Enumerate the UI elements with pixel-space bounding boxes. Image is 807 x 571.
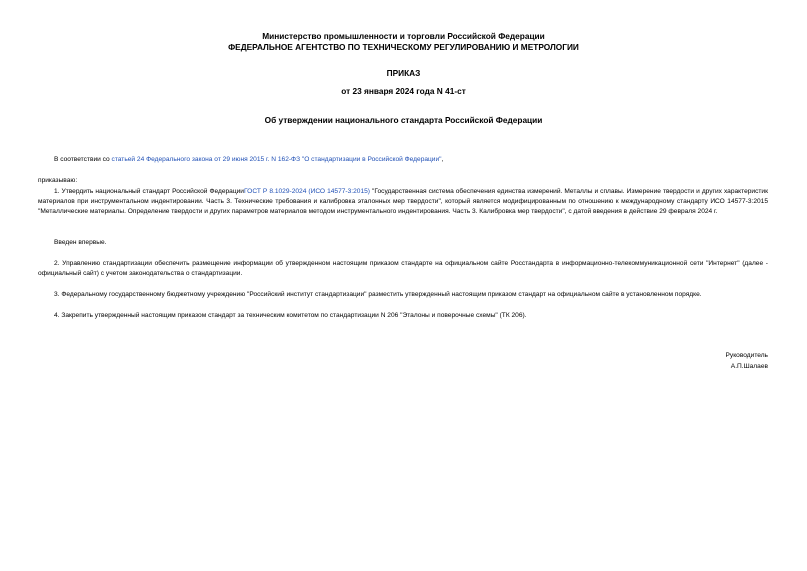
document-type: ПРИКАЗ xyxy=(386,68,421,78)
order-item-3: 3. Федеральному государственному бюджетному учреждению "Российский институт стандартизации" разместить утвержденный настоящим приказом стандарт на официальном сайте в установленном порядке. xyxy=(54,291,702,298)
preamble-start: В соответствии со xyxy=(54,156,112,163)
gost-link[interactable]: ГОСТ Р 8.1029-2024 (ИСО 14577-3:2015) xyxy=(243,188,370,195)
preamble-end: , xyxy=(441,156,444,163)
ministry-name: Министерство промышленности и торговли Российской Федерации xyxy=(262,31,545,41)
document-title: Об утверждении национального стандарта Российской Федерации xyxy=(264,115,543,125)
introduced-note: Введен впервые. xyxy=(54,239,107,246)
preamble xyxy=(38,155,768,165)
order-word: приказываю: xyxy=(38,177,78,184)
item1-end: "Государственная система обеспечения единства измерений. Металлы и сплавы. Измерение твердости и других характеристик материалов при инструментальном индентировании. Часть 3. Технические требования и калибровка эталонных мер твердости", который является модифицированным по отношению к международному стандарту ИСО 14577-3:2015 "Металлические материалы. Определение твердости и других параметров материалов методом инструментального индентирования. Часть 3. Калибровка мер твердости", с датой введения в действие 29 февраля 2024 г. xyxy=(38,188,768,215)
signature-position: Руководитель xyxy=(725,352,768,359)
date-number: от 23 января 2024 года N 41-ст xyxy=(341,86,466,96)
item1-start: 1. Утвердить национальный стандарт Российской Федерации xyxy=(54,188,244,195)
law-link[interactable]: статьей 24 Федерального закона от 29 июня 2015 г. N 162-ФЗ "О стандартизации в Российской Федерации" xyxy=(111,156,442,163)
agency-name: ФЕДЕРАЛЬНОЕ АГЕНТСТВО ПО ТЕХНИЧЕСКОМУ РЕГУЛИРОВАНИЮ И МЕТРОЛОГИИ xyxy=(228,42,579,52)
signature-name: А.П.Шалаев xyxy=(730,363,768,370)
order-item-2: 2. Управлению стандартизации обеспечить размещение информации об утвержденном настоящим приказом стандарте на официальном сайте Росстандарта в информационно-телекоммуникационной сети "Интернет" (далее - официальный сайт) с учетом законодательства о стандартизации. xyxy=(38,260,768,277)
order-item-4: 4. Закрепить утвержденный настоящим приказом стандарт за техническим комитетом по стандартизации N 206 "Эталоны и поверочные схемы" (ТК 206). xyxy=(54,312,527,319)
order-item-1 xyxy=(38,187,768,217)
